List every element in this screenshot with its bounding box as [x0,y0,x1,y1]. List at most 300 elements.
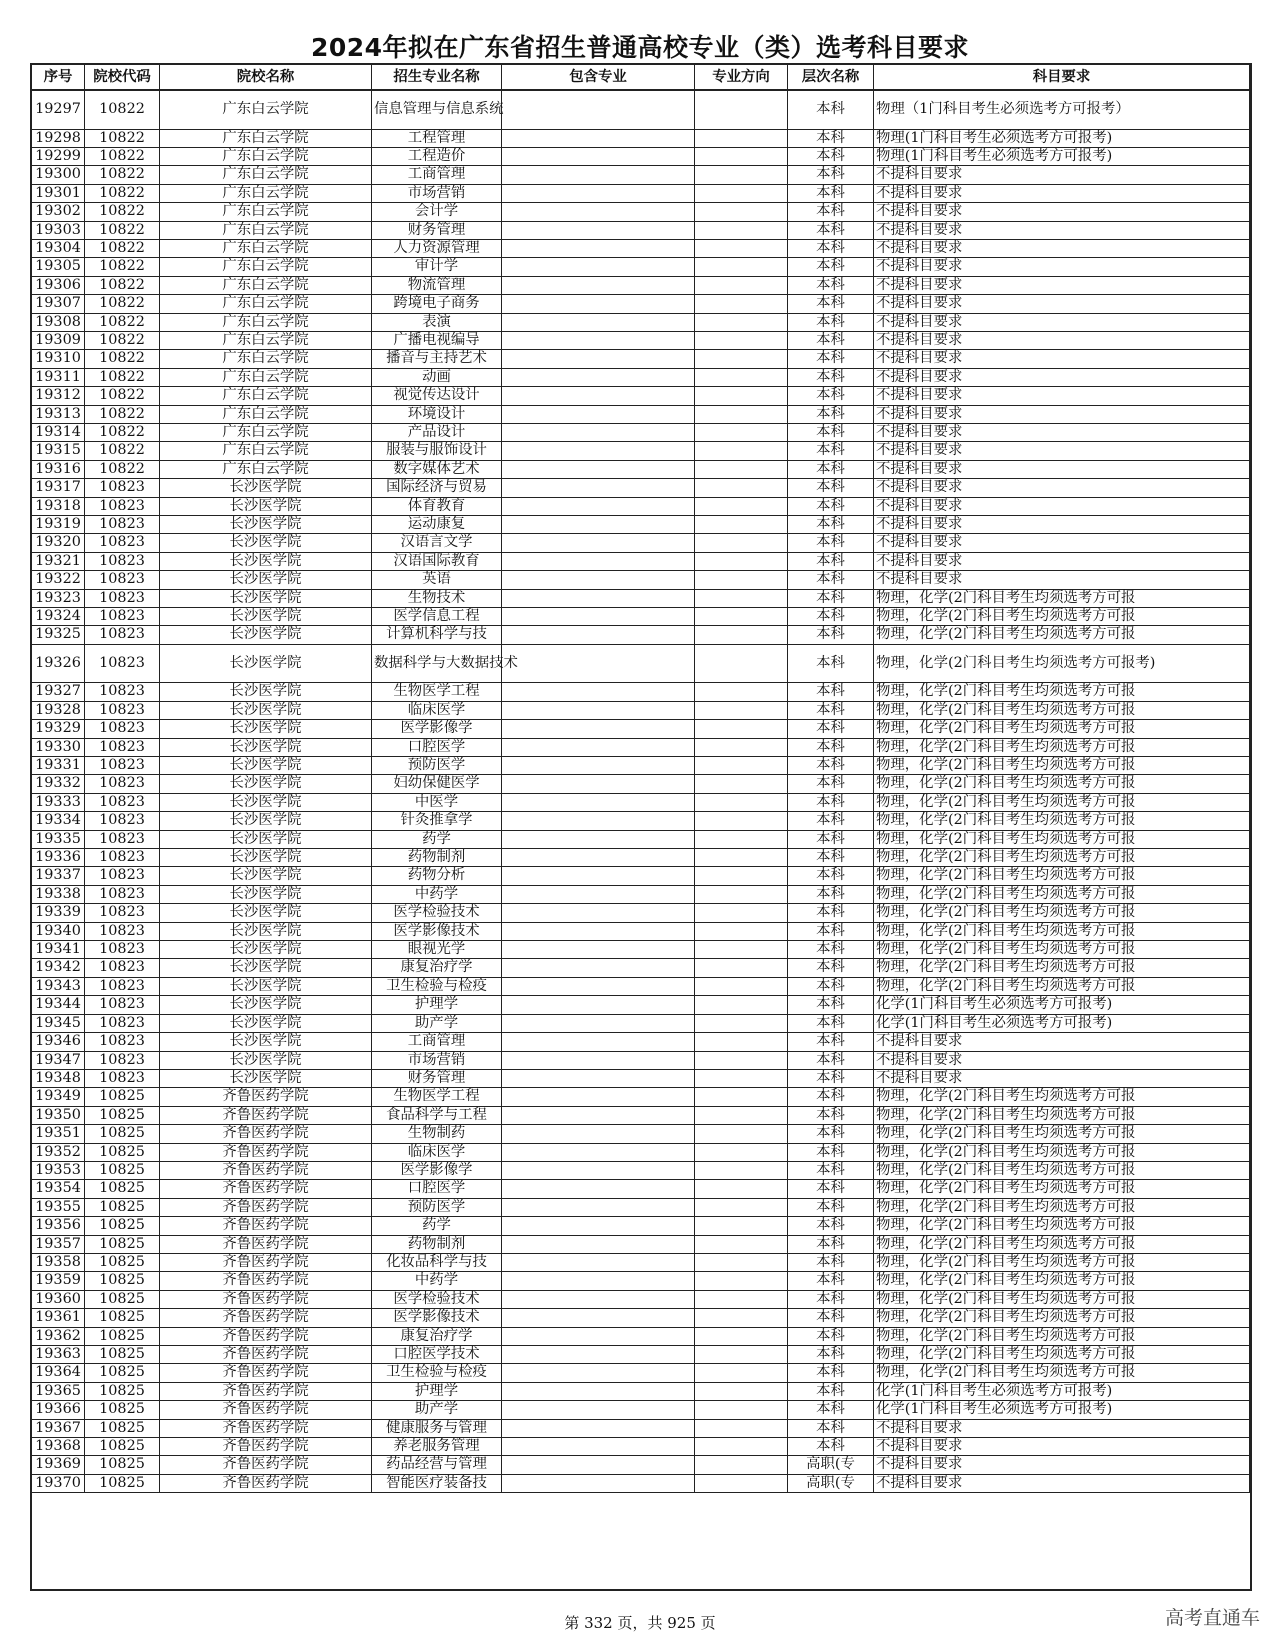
cell-level: 本科 [788,867,874,885]
table-row [32,534,1250,552]
cell-school-code: 10825 [85,1364,160,1382]
cell-school-code: 10825 [85,1346,160,1364]
cell-school-code: 10823 [85,904,160,922]
cell-included-majors [502,1143,695,1161]
cell-school-name: 广东白云学院 [160,368,372,386]
cell-school-code: 10822 [85,368,160,386]
cell-seq: 19338 [32,885,85,903]
table-row [32,1419,1250,1437]
cell-subject-requirement: 物理，化学(2门科目考生均须选考方可报 [874,812,1250,830]
cell-school-code: 10825 [85,1125,160,1143]
cell-school-name: 广东白云学院 [160,239,372,257]
cell-major-name: 康复治疗学 [372,959,502,977]
cell-major-name: 智能医疗装备技 [372,1474,502,1492]
cell-school-code: 10822 [85,460,160,478]
cell-major-direction [695,589,788,607]
cell-subject-requirement: 不提科目要求 [874,368,1250,386]
cell-major-name: 英语 [372,571,502,589]
cell-major-name: 表演 [372,313,502,331]
cell-school-code: 10822 [85,203,160,221]
cell-level: 本科 [788,1327,874,1345]
cell-school-name: 齐鲁医药学院 [160,1346,372,1364]
cell-school-name: 广东白云学院 [160,442,372,460]
cell-major-direction [695,720,788,738]
cell-seq: 19297 [32,90,85,129]
table-row [32,757,1250,775]
cell-seq: 19325 [32,626,85,644]
table-row [32,147,1250,165]
cell-school-code: 10825 [85,1401,160,1419]
cell-school-code: 10823 [85,589,160,607]
cell-subject-requirement: 不提科目要求 [874,203,1250,221]
cell-school-code: 10822 [85,276,160,294]
cell-seq: 19344 [32,996,85,1014]
cell-seq: 19323 [32,589,85,607]
cell-school-code: 10823 [85,571,160,589]
table-row [32,313,1250,331]
cell-school-name: 广东白云学院 [160,147,372,165]
cell-included-majors [502,922,695,940]
cell-school-name: 齐鲁医药学院 [160,1217,372,1235]
cell-major-name: 助产学 [372,1401,502,1419]
cell-subject-requirement: 物理，化学(2门科目考生均须选考方可报 [874,626,1250,644]
cell-major-direction [695,1217,788,1235]
cell-school-code: 10823 [85,775,160,793]
cell-included-majors [502,1419,695,1437]
cell-subject-requirement: 物理，化学(2门科目考生均须选考方可报 [874,1180,1250,1198]
cell-major-name: 口腔医学 [372,1180,502,1198]
cell-seq: 19342 [32,959,85,977]
table-row [32,1014,1250,1032]
cell-seq: 19362 [32,1327,85,1345]
cell-level: 高职(专 [788,1474,874,1492]
cell-major-direction [695,922,788,940]
cell-included-majors [502,571,695,589]
cell-school-code: 10823 [85,1033,160,1051]
cell-included-majors [502,534,695,552]
table-row [32,885,1250,903]
cell-included-majors [502,1438,695,1456]
cell-major-name: 国际经济与贸易 [372,479,502,497]
cell-major-name: 市场营销 [372,184,502,202]
cell-subject-requirement: 物理，化学(2门科目考生均须选考方可报 [874,793,1250,811]
cell-seq: 19332 [32,775,85,793]
cell-seq: 19343 [32,977,85,995]
cell-subject-requirement: 物理，化学(2门科目考生均须选考方可报 [874,1235,1250,1253]
cell-major-name: 汉语言文学 [372,534,502,552]
cell-level: 本科 [788,516,874,534]
cell-level: 本科 [788,922,874,940]
cell-included-majors [502,1346,695,1364]
cell-included-majors [502,996,695,1014]
cell-major-name: 工程造价 [372,147,502,165]
requirements-table [31,64,1250,1493]
cell-school-code: 10823 [85,497,160,515]
cell-major-name: 中医学 [372,793,502,811]
cell-included-majors [502,977,695,995]
cell-major-name: 口腔医学 [372,738,502,756]
cell-major-direction [695,166,788,184]
cell-seq: 19349 [32,1088,85,1106]
cell-seq: 19346 [32,1033,85,1051]
cell-included-majors [502,959,695,977]
cell-seq: 19302 [32,203,85,221]
cell-school-name: 长沙医学院 [160,941,372,959]
table-row [32,830,1250,848]
cell-school-name: 齐鲁医药学院 [160,1198,372,1216]
cell-major-name: 数据科学与大数据技术 [372,644,502,683]
cell-seq: 19363 [32,1346,85,1364]
cell-school-name: 齐鲁医药学院 [160,1327,372,1345]
cell-major-direction [695,1419,788,1437]
cell-included-majors [502,1474,695,1492]
cell-subject-requirement: 物理，化学(2门科目考生均须选考方可报 [874,1088,1250,1106]
cell-subject-requirement: 化学(1门科目考生必须选考方可报考) [874,996,1250,1014]
table-row [32,166,1250,184]
table-row [32,571,1250,589]
cell-major-name: 护理学 [372,996,502,1014]
cell-school-code: 10825 [85,1106,160,1124]
cell-included-majors [502,424,695,442]
cell-school-name: 广东白云学院 [160,295,372,313]
cell-school-name: 长沙医学院 [160,904,372,922]
table-row [32,1309,1250,1327]
cell-major-direction [695,258,788,276]
cell-school-name: 广东白云学院 [160,331,372,349]
cell-subject-requirement: 物理，化学(2门科目考生均须选考方可报 [874,1125,1250,1143]
cell-major-name: 化妆品科学与技 [372,1253,502,1271]
cell-school-code: 10822 [85,313,160,331]
cell-included-majors [502,276,695,294]
cell-seq: 19327 [32,683,85,701]
cell-included-majors [502,1253,695,1271]
cell-major-direction [695,129,788,147]
table-row [32,1217,1250,1235]
cell-major-direction [695,1382,788,1400]
cell-school-name: 长沙医学院 [160,812,372,830]
cell-major-direction [695,221,788,239]
cell-subject-requirement: 物理，化学(2门科目考生均须选考方可报 [874,904,1250,922]
table-row [32,129,1250,147]
cell-school-code: 10823 [85,849,160,867]
cell-major-name: 生物医学工程 [372,1088,502,1106]
cell-major-name: 生物医学工程 [372,683,502,701]
cell-major-name: 医学检验技术 [372,1290,502,1308]
cell-major-direction [695,203,788,221]
cell-included-majors [502,184,695,202]
cell-school-code: 10823 [85,534,160,552]
cell-included-majors [502,793,695,811]
cell-included-majors [502,775,695,793]
cell-level: 本科 [788,552,874,570]
cell-subject-requirement: 不提科目要求 [874,460,1250,478]
cell-school-code: 10823 [85,977,160,995]
cell-subject-requirement: 不提科目要求 [874,239,1250,257]
cell-subject-requirement: 物理(1门科目考生必须选考方可报考) [874,129,1250,147]
cell-seq: 19306 [32,276,85,294]
cell-school-code: 10823 [85,626,160,644]
cell-school-name: 长沙医学院 [160,922,372,940]
table-row [32,1143,1250,1161]
cell-level: 本科 [788,387,874,405]
cell-seq: 19358 [32,1253,85,1271]
table-row [32,460,1250,478]
cell-major-name: 审计学 [372,258,502,276]
table-row [32,387,1250,405]
cell-included-majors [502,147,695,165]
cell-subject-requirement: 物理，化学(2门科目考生均须选考方可报 [874,1327,1250,1345]
cell-major-name: 市场营销 [372,1051,502,1069]
table-row [32,720,1250,738]
cell-major-direction [695,90,788,129]
cell-subject-requirement: 不提科目要求 [874,313,1250,331]
cell-school-name: 长沙医学院 [160,977,372,995]
cell-school-name: 广东白云学院 [160,350,372,368]
cell-school-name: 广东白云学院 [160,203,372,221]
cell-major-name: 口腔医学技术 [372,1346,502,1364]
cell-major-direction [695,1125,788,1143]
table-row [32,1290,1250,1308]
cell-school-name: 齐鲁医药学院 [160,1143,372,1161]
table-row [32,442,1250,460]
cell-included-majors [502,405,695,423]
cell-major-name: 医学影像学 [372,720,502,738]
cell-major-name: 护理学 [372,1382,502,1400]
cell-included-majors [502,1051,695,1069]
cell-school-name: 广东白云学院 [160,276,372,294]
cell-seq: 19329 [32,720,85,738]
cell-level: 本科 [788,479,874,497]
table-row [32,608,1250,626]
cell-major-name: 医学信息工程 [372,608,502,626]
cell-level: 本科 [788,793,874,811]
cell-school-code: 10823 [85,1069,160,1087]
cell-major-name: 广播电视编导 [372,331,502,349]
cell-subject-requirement: 不提科目要求 [874,166,1250,184]
cell-seq: 19308 [32,313,85,331]
table-row [32,368,1250,386]
cell-school-code: 10825 [85,1161,160,1179]
cell-seq: 19353 [32,1161,85,1179]
cell-subject-requirement: 物理，化学(2门科目考生均须选考方可报 [874,683,1250,701]
page-footer: 第 332 页，共 925 页 [564,1614,716,1632]
cell-level: 高职(专 [788,1456,874,1474]
cell-included-majors [502,812,695,830]
cell-major-direction [695,849,788,867]
cell-included-majors [502,683,695,701]
table-row [32,1125,1250,1143]
table-row [32,203,1250,221]
cell-level: 本科 [788,368,874,386]
cell-school-code: 10822 [85,405,160,423]
cell-subject-requirement: 不提科目要求 [874,1456,1250,1474]
cell-school-code: 10823 [85,479,160,497]
cell-school-name: 长沙医学院 [160,701,372,719]
cell-school-code: 10825 [85,1253,160,1271]
table-row [32,867,1250,885]
cell-school-name: 广东白云学院 [160,166,372,184]
cell-major-name: 工程管理 [372,129,502,147]
cell-school-code: 10823 [85,941,160,959]
cell-level: 本科 [788,885,874,903]
table-row [32,977,1250,995]
cell-school-code: 10823 [85,959,160,977]
cell-school-code: 10825 [85,1456,160,1474]
cell-included-majors [502,313,695,331]
table-row [32,1401,1250,1419]
cell-school-name: 齐鲁医药学院 [160,1364,372,1382]
header-school-name: 院校名称 [160,65,372,91]
table-row [32,589,1250,607]
cell-included-majors [502,757,695,775]
cell-major-direction [695,387,788,405]
cell-school-name: 长沙医学院 [160,885,372,903]
cell-major-direction [695,424,788,442]
cell-major-name: 药物制剂 [372,849,502,867]
cell-school-name: 广东白云学院 [160,405,372,423]
cell-major-name: 生物制药 [372,1125,502,1143]
cell-school-name: 广东白云学院 [160,184,372,202]
cell-level: 本科 [788,405,874,423]
cell-major-name: 物流管理 [372,276,502,294]
cell-major-direction [695,1088,788,1106]
cell-school-code: 10823 [85,701,160,719]
cell-level: 本科 [788,977,874,995]
cell-major-direction [695,757,788,775]
cell-major-direction [695,904,788,922]
cell-subject-requirement: 物理，化学(2门科目考生均须选考方可报 [874,738,1250,756]
cell-seq: 19345 [32,1014,85,1032]
cell-level: 本科 [788,1161,874,1179]
cell-seq: 19347 [32,1051,85,1069]
cell-school-code: 10822 [85,221,160,239]
cell-school-name: 广东白云学院 [160,424,372,442]
cell-school-code: 10825 [85,1419,160,1437]
cell-seq: 19298 [32,129,85,147]
cell-major-direction [695,608,788,626]
cell-seq: 19335 [32,830,85,848]
cell-level: 本科 [788,849,874,867]
cell-level: 本科 [788,129,874,147]
cell-seq: 19324 [32,608,85,626]
cell-major-name: 产品设计 [372,424,502,442]
cell-major-direction [695,1346,788,1364]
cell-level: 本科 [788,1125,874,1143]
table-row [32,1438,1250,1456]
cell-school-code: 10822 [85,442,160,460]
cell-major-name: 人力资源管理 [372,239,502,257]
cell-level: 本科 [788,1272,874,1290]
cell-seq: 19319 [32,516,85,534]
cell-major-name: 预防医学 [372,1198,502,1216]
table-row [32,516,1250,534]
cell-school-code: 10822 [85,258,160,276]
table-row [32,295,1250,313]
cell-included-majors [502,1382,695,1400]
cell-major-name: 工商管理 [372,166,502,184]
cell-school-code: 10825 [85,1290,160,1308]
cell-major-direction [695,996,788,1014]
table-row [32,793,1250,811]
cell-level: 本科 [788,1069,874,1087]
cell-major-direction [695,1033,788,1051]
table-row [32,644,1250,683]
cell-level: 本科 [788,295,874,313]
cell-major-direction [695,738,788,756]
cell-major-name: 卫生检验与检疫 [372,977,502,995]
cell-subject-requirement: 不提科目要求 [874,258,1250,276]
cell-included-majors [502,1033,695,1051]
cell-school-code: 10823 [85,757,160,775]
cell-level: 本科 [788,1180,874,1198]
cell-school-code: 10825 [85,1272,160,1290]
cell-major-name: 医学影像技术 [372,922,502,940]
cell-level: 本科 [788,1309,874,1327]
cell-subject-requirement: 不提科目要求 [874,1438,1250,1456]
cell-subject-requirement: 物理，化学(2门科目考生均须选考方可报 [874,1198,1250,1216]
table-row [32,479,1250,497]
cell-seq: 19364 [32,1364,85,1382]
table-row [32,350,1250,368]
cell-school-code: 10823 [85,516,160,534]
cell-major-direction [695,830,788,848]
cell-major-name: 数字媒体艺术 [372,460,502,478]
cell-level: 本科 [788,1051,874,1069]
cell-major-direction [695,350,788,368]
cell-subject-requirement: 物理，化学(2门科目考生均须选考方可报 [874,775,1250,793]
cell-major-direction [695,1456,788,1474]
cell-major-name: 针灸推拿学 [372,812,502,830]
cell-included-majors [502,885,695,903]
cell-included-majors [502,1272,695,1290]
table-row [32,1051,1250,1069]
cell-school-name: 长沙医学院 [160,497,372,515]
cell-included-majors [502,1088,695,1106]
cell-included-majors [502,479,695,497]
cell-level: 本科 [788,1438,874,1456]
cell-seq: 19303 [32,221,85,239]
cell-school-name: 齐鲁医药学院 [160,1235,372,1253]
cell-major-direction [695,460,788,478]
cell-level: 本科 [788,166,874,184]
cell-seq: 19299 [32,147,85,165]
cell-level: 本科 [788,460,874,478]
cell-level: 本科 [788,1198,874,1216]
cell-seq: 19367 [32,1419,85,1437]
cell-major-name: 信息管理与信息系统 [372,90,502,129]
cell-included-majors [502,1106,695,1124]
cell-subject-requirement: 物理，化学(2门科目考生均须选考方可报 [874,1346,1250,1364]
cell-major-direction [695,239,788,257]
cell-level: 本科 [788,350,874,368]
cell-school-code: 10822 [85,129,160,147]
cell-major-direction [695,1272,788,1290]
cell-seq: 19352 [32,1143,85,1161]
cell-subject-requirement: 物理，化学(2门科目考生均须选考方可报 [874,959,1250,977]
cell-major-direction [695,683,788,701]
cell-included-majors [502,442,695,460]
cell-major-name: 体育教育 [372,497,502,515]
cell-school-name: 齐鲁医药学院 [160,1125,372,1143]
table-row [32,1382,1250,1400]
cell-included-majors [502,1364,695,1382]
cell-level: 本科 [788,147,874,165]
cell-major-name: 播音与主持艺术 [372,350,502,368]
cell-subject-requirement: 物理（1门科目考生必须选考方可报考） [874,90,1250,129]
cell-seq: 19333 [32,793,85,811]
table-row [32,1069,1250,1087]
cell-major-direction [695,516,788,534]
